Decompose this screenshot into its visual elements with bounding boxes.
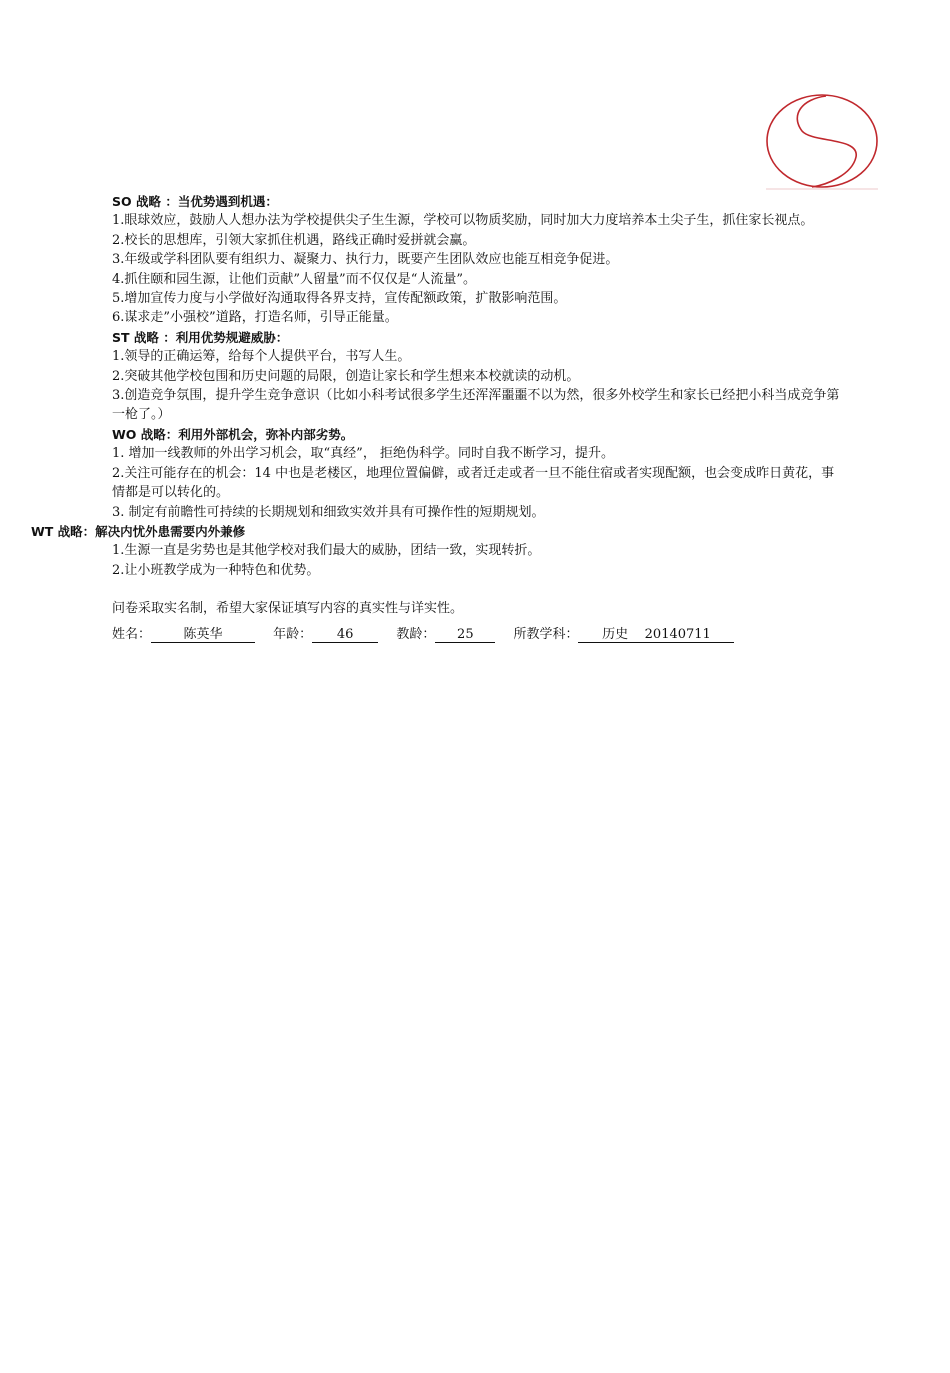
company-logo-icon	[764, 93, 880, 191]
name-field: 陈英华	[151, 627, 255, 643]
so-item: 1.眼球效应，鼓励人人想办法为学校提供尖子生生源，学校可以物质奖励，同时加大力度培养本土尖子生，抓住家长视点。	[112, 213, 814, 229]
so-item: 5.增加宣传力度与小学做好沟通取得各界支持，宣传配额政策，扩散影响范围。	[112, 291, 567, 307]
respondent-form	[112, 625, 842, 644]
age-field: 46	[312, 627, 378, 643]
wt-item: 1.生源一直是劣势也是其他学校对我们最大的威胁，团结一致，实现转折。	[112, 543, 541, 559]
so-item: 2.校长的思想库，引领大家抓住机遇，路线正确时爱拼就会赢。	[112, 232, 476, 248]
subject-field: 历史 20140711	[578, 627, 734, 643]
wo-heading: WO 战略：利用外部机会，弥补内部劣势。	[112, 426, 354, 442]
document-body	[31, 192, 842, 644]
wo-item: 1. 增加一线教师的外出学习机会，取“真经”， 拒绝伪科学。同时自我不断学习，提升。	[112, 446, 614, 462]
subject-label: 所教学科：	[513, 626, 579, 642]
so-item: 6.谋求走”小强校”道路，打造名师，引导正能量。	[112, 310, 398, 326]
name-label: 姓名：	[112, 626, 152, 642]
teaching-years-label: 教龄：	[396, 626, 436, 642]
wt-item: 2.让小班教学成为一种特色和优势。	[112, 562, 320, 578]
age-label: 年龄：	[273, 626, 313, 642]
teaching-years-field: 25	[435, 627, 495, 643]
st-item: 2.突破其他学校包围和历史问题的局限，创造让家长和学生想来本校就读的动机。	[112, 368, 580, 384]
st-item: 3.创造竞争氛围，提升学生竞争意识（比如小科考试很多学生还浑浑噩噩不以为然，很多外校学生和家长已经把小科当成竞争第一枪了。）	[112, 388, 840, 423]
so-item: 4.抓住颐和园生源，让他们贡献”人留量”而不仅仅是“人流量”。	[112, 271, 476, 287]
wt-heading: WT 战略：解决内忧外患需要内外兼修	[31, 523, 246, 539]
st-heading: ST 战略 ：利用优势规避威胁：	[112, 329, 289, 345]
questionnaire-note: 问卷采取实名制，希望大家保证填写内容的真实性与详实性。	[112, 601, 464, 617]
so-heading: SO 战略 ：当优势遇到机遇：	[112, 194, 278, 209]
wo-item: 3. 制定有前瞻性可持续的长期规划和细致实效并具有可操作性的短期规划。	[112, 504, 545, 520]
st-item: 1.领导的正确运筹，给每个人提供平台，书写人生。	[112, 349, 411, 365]
wo-item: 2.关注可能存在的机会：14 中也是老楼区，地理位置偏僻，或者迁走或者一旦不能住宿或者实现配额，也会变成昨日黄花，事情都是可以转化的。	[112, 465, 835, 501]
so-item: 3.年级或学科团队要有组织力、凝聚力、执行力，既要产生团队效应也能互相竞争促进。	[112, 252, 619, 268]
